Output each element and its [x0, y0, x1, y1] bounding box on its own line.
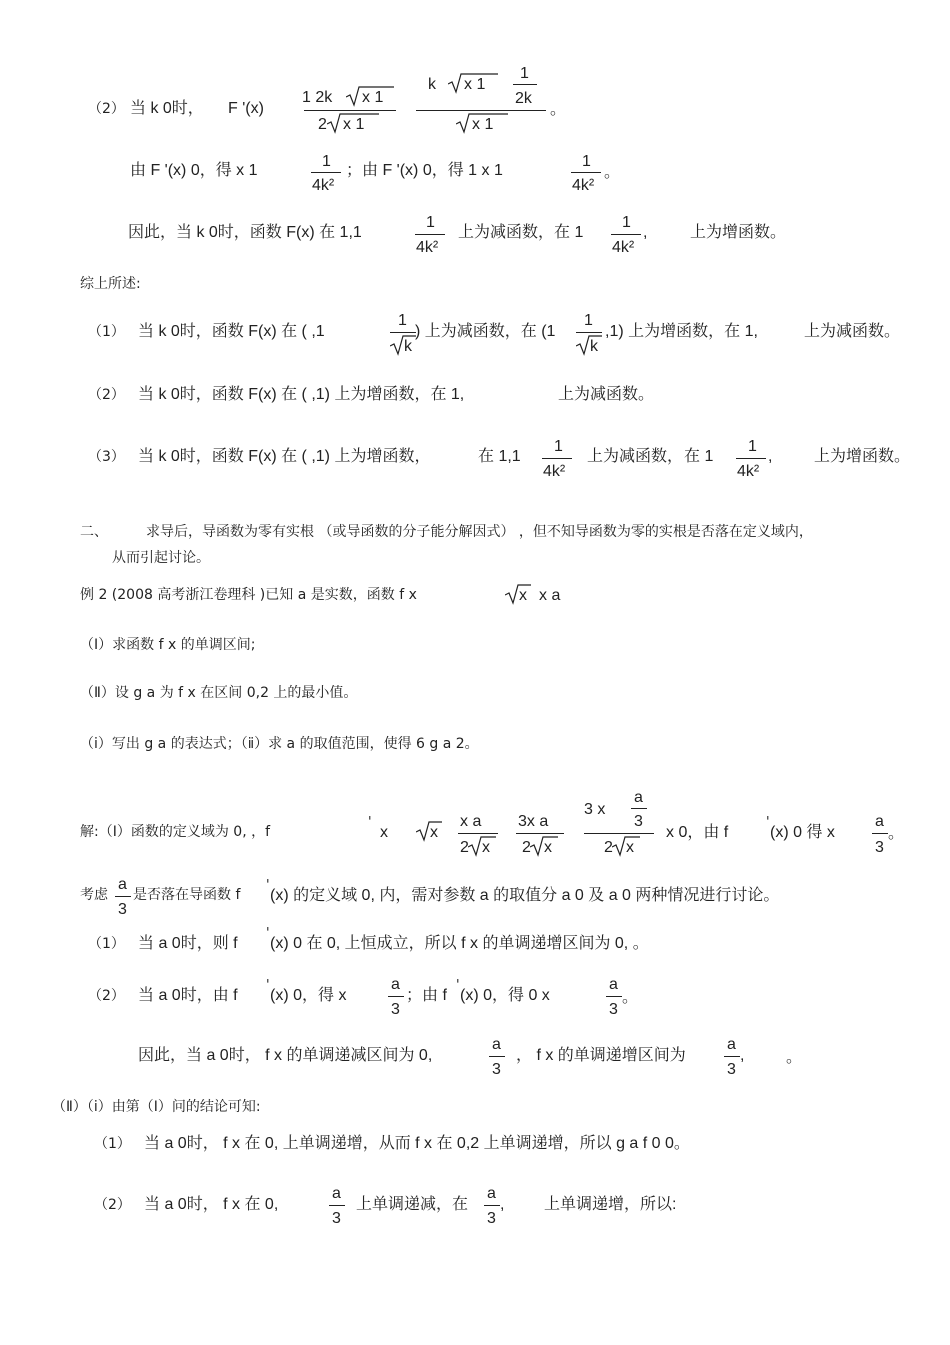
period: 。: [786, 1049, 803, 1066]
fraction-denominator: 4k²: [737, 463, 760, 480]
fraction-numerator: 1: [554, 438, 563, 455]
fraction-numerator: 1: [322, 153, 331, 170]
fraction-denominator: 2: [460, 839, 469, 856]
conclusion-text: 上为增函数。: [690, 224, 787, 241]
part-heading: （Ⅱ）（ⅰ）由第（Ⅰ）问的结论可知:: [52, 1099, 261, 1115]
case-text: ) 上为减函数，在 (1: [415, 323, 556, 340]
case-text: 上为增函数。: [814, 448, 911, 465]
fraction-numerator: a: [118, 876, 127, 893]
fraction-numerator: 1: [398, 312, 407, 329]
small-fraction-bar: [513, 84, 537, 85]
derivative-symbol: F '(x): [228, 100, 264, 117]
prime-mark: ': [266, 926, 270, 941]
fraction-numerator: 1: [748, 438, 757, 455]
period: 。: [622, 989, 639, 1006]
question-1: （Ⅰ）求函数 f x 的单调区间;: [80, 637, 256, 653]
prime-mark: ': [456, 978, 460, 993]
solution-text: 上单调递增，所以:: [544, 1196, 677, 1213]
fraction-numerator: a: [332, 1185, 341, 1202]
fraction-numerator: 3 x: [584, 801, 606, 818]
case-text: 在 1,1: [478, 448, 521, 465]
sqrt-sign: [576, 334, 602, 356]
fraction-numerator: a: [727, 1036, 736, 1053]
question-3: （ⅰ）写出 g a 的表达式；（ⅱ）求 a 的取值范围，使得 6 g a 2。: [80, 736, 479, 752]
fraction-numerator: a: [875, 813, 884, 830]
fraction-bar: [571, 172, 601, 173]
solution-text: (x) 0，得 0 x: [460, 987, 550, 1004]
radicand: x 1: [343, 116, 365, 133]
radicand: k: [404, 338, 412, 355]
radicand: x: [482, 839, 490, 856]
fraction-numerator: a: [609, 976, 618, 993]
fraction-denominator: 3: [875, 839, 884, 856]
small-fraction-num: a: [634, 789, 643, 806]
fraction-bar: [576, 332, 602, 333]
sqrt-sign: [390, 334, 416, 356]
fraction-denominator: 4k²: [312, 177, 335, 194]
fraction-bar: [724, 1056, 740, 1057]
fraction-numerator: a: [492, 1036, 501, 1053]
case-label: （2）: [94, 1197, 131, 1213]
fraction-bar: [329, 1205, 345, 1206]
fraction-denominator: 3: [391, 1001, 400, 1018]
prime-mark: ': [266, 878, 270, 893]
solution-text: 当 a 0时， f x 在 0, 上单调递增，从而 f x 在 0,2 上单调递增，所以 g a f 0 0。: [144, 1135, 690, 1152]
fraction-denominator: 2: [522, 839, 531, 856]
small-fraction-den: 2k: [515, 90, 532, 107]
case-label: （3）: [88, 449, 125, 465]
solution-text: x 0，由 f: [666, 824, 729, 841]
prime-mark: ': [368, 815, 372, 830]
solution-text: 考虑: [80, 887, 108, 903]
fraction-bar: [516, 833, 564, 834]
fraction-denominator: 3: [492, 1061, 501, 1078]
variable-x: x: [380, 824, 388, 841]
solution-text: 上单调递减，在: [356, 1196, 469, 1213]
fraction-bar: [489, 1056, 505, 1057]
conclusion-text: 上为减函数，在 1: [458, 224, 584, 241]
case-text: 在 1: [684, 448, 714, 465]
derivative-condition: 由 F '(x) 0，得 x 1: [130, 162, 258, 179]
period: 。: [888, 825, 905, 842]
section-heading-cont: 从而引起讨论。: [112, 550, 210, 566]
radicand: x: [430, 824, 438, 841]
small-fraction-num: 1: [520, 65, 529, 82]
example-title: 例 2 (2008 高考浙江卷理科 )已知 a 是实数，函数 f x: [80, 587, 417, 603]
fraction-numerator: 1: [622, 214, 631, 231]
fraction-numerator: a: [487, 1185, 496, 1202]
period: 。: [550, 101, 567, 118]
case-text: 当 k 0时，函数 F(x) 在 ( ,1) 上为增函数，在 1,: [138, 386, 465, 403]
fraction-bar: [736, 458, 766, 459]
radicand: x 1: [362, 89, 384, 106]
radicand: x 1: [472, 116, 494, 133]
radicand: x: [519, 587, 527, 604]
radicand: x: [544, 839, 552, 856]
case-text: 上为减函数。: [804, 323, 901, 340]
fraction-denominator: 4k²: [612, 239, 635, 256]
fraction-numerator: a: [391, 976, 400, 993]
radicand: k: [590, 338, 598, 355]
condition-text: 当 k 0时，: [130, 100, 204, 117]
fraction-denominator: 3: [332, 1210, 341, 1227]
case-label: （1）: [94, 1136, 131, 1152]
case-text: 当 k 0时，函数 F(x) 在 ( ,1) 上为增函数，: [138, 448, 431, 465]
fraction-denominator: 4k²: [416, 239, 439, 256]
case-text: 上为减函数。: [558, 386, 655, 403]
fraction-denominator: 2: [604, 839, 613, 856]
question-2: （Ⅱ）设 g a 为 f x 在区间 0,2 上的最小值。: [80, 685, 358, 701]
comma: ,: [740, 1047, 745, 1064]
case-label: （2）: [88, 101, 125, 117]
case-label: （2）: [88, 988, 125, 1004]
fraction-denominator: 3: [609, 1001, 618, 1018]
section-heading: 求导后，导函数为零有实根 （或导函数的分子能分解因式） ，但不知导函数为零的实根是否落在定义域内，: [146, 524, 813, 540]
sqrt-sign: [505, 583, 531, 605]
fraction-bar: [115, 896, 131, 897]
fraction-numerator: 1: [426, 214, 435, 231]
fraction-bar: [606, 996, 622, 997]
fraction-denominator: 2: [318, 116, 327, 133]
fraction-numerator: 3x a: [518, 813, 549, 830]
radicand: x 1: [464, 76, 486, 93]
solution-text: 当 a 0时， f x 在 0,: [144, 1196, 279, 1213]
fraction-bar: [542, 458, 572, 459]
fraction-numerator: x a: [460, 813, 482, 830]
case-text: ,1) 上为增函数，在 1,: [605, 323, 758, 340]
fraction-denominator: 3: [487, 1210, 496, 1227]
fraction-bar: [458, 833, 498, 834]
fraction-numerator: 1: [584, 312, 593, 329]
fraction-bar: [311, 172, 341, 173]
radicand: x: [626, 839, 634, 856]
solution-text: ， f x 的单调递增区间为: [516, 1047, 686, 1064]
fraction-numerator: 1: [582, 153, 591, 170]
case-label: （2）: [88, 387, 125, 403]
fraction-denominator: 3: [118, 901, 127, 918]
solution-text: ；由 f: [406, 987, 447, 1004]
fraction-denominator: 4k²: [572, 177, 595, 194]
prime-mark: ': [266, 978, 270, 993]
fraction-numerator: k: [428, 76, 436, 93]
fraction-bar: [484, 1205, 500, 1206]
small-fraction-den: 3: [634, 813, 643, 830]
solution-text: 当 a 0时，由 f: [138, 987, 238, 1004]
conclusion-text: 因此，当 k 0时，函数 F(x) 在 1,1: [128, 224, 362, 241]
section-number: 二、: [80, 524, 108, 540]
solution-text: 是否落在导函数 f: [133, 887, 241, 903]
solution-text: 当 a 0时，则 f: [138, 935, 238, 952]
case-label: （1）: [88, 324, 125, 340]
solution-text: 解:（Ⅰ）函数的定义域为 0, ，f: [80, 824, 271, 840]
comma: ,: [768, 448, 773, 465]
solution-text: 因此，当 a 0时， f x 的单调递减区间为 0,: [138, 1047, 433, 1064]
solution-text: (x) 0 得 x: [770, 824, 835, 841]
fraction-bar: [388, 996, 404, 997]
solution-text: (x) 的定义域 0, 内，需对参数 a 的取值分 a 0 及 a 0 两种情况进行讨论。: [270, 887, 780, 904]
sqrt-sign: [416, 820, 442, 842]
small-fraction-bar: [631, 808, 647, 809]
fraction-numerator: 1 2k: [302, 89, 333, 106]
fraction-bar: [872, 833, 888, 834]
fraction-bar: [416, 110, 546, 111]
prime-mark: ': [766, 815, 770, 830]
solution-text: (x) 0 在 0, 上恒成立，所以 f x 的单调递增区间为 0, 。: [270, 935, 649, 952]
comma: ,: [500, 1196, 505, 1213]
derivative-condition: ；由 F '(x) 0，得 1 x 1: [346, 162, 503, 179]
fraction-bar: [390, 332, 416, 333]
case-text: 上为减函数，: [587, 448, 684, 465]
fraction-denominator: 3: [727, 1061, 736, 1078]
fraction-bar: [304, 110, 396, 111]
summary-title: 综上所述:: [80, 276, 141, 292]
fraction-denominator: 4k²: [543, 463, 566, 480]
example-formula: x a: [539, 587, 561, 604]
case-text: 当 k 0时，函数 F(x) 在 ( ,1: [138, 323, 325, 340]
solution-text: (x) 0，得 x: [270, 987, 347, 1004]
case-label: （1）: [88, 936, 125, 952]
fraction-bar: [611, 234, 641, 235]
comma: ,: [643, 224, 648, 241]
period: 。: [604, 164, 621, 181]
fraction-bar: [584, 833, 654, 834]
fraction-bar: [415, 234, 445, 235]
